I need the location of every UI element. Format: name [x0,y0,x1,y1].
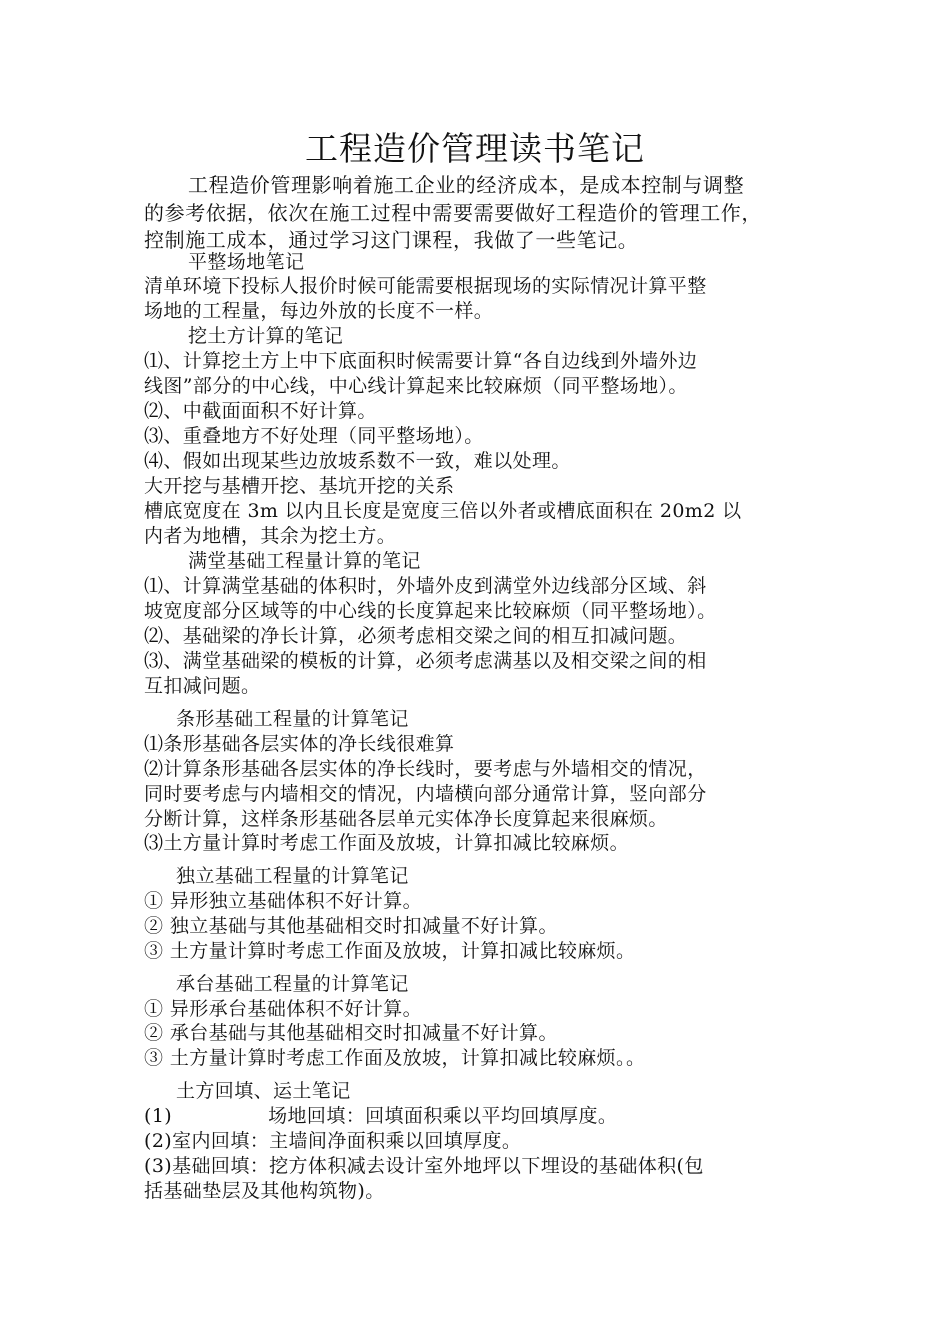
paragraph-line: (2)室内回填：主墙间净面积乘以回填厚度。 [144,1130,522,1152]
paragraph-line: 大开挖与基槽开挖、基坑开挖的关系 [144,475,455,497]
paragraph-line: ⑶、重叠地方不好处理（同平整场地）。 [144,425,484,447]
paragraph-line: ③ 土方量计算时考虑工作面及放坡，计算扣减比较麻烦。。 [144,1047,646,1069]
section-heading-raft: 满堂基础工程量计算的笔记 [188,550,421,572]
paragraph-line: 括基础垫层及其他构筑物)。 [144,1180,385,1202]
section-heading-excavation: 挖土方计算的笔记 [188,325,344,347]
intro-line: 控制施工成本，通过学习这门课程，我做了一些笔记。 [144,228,639,252]
section-heading-cap: 承台基础工程量的计算笔记 [176,973,409,995]
section-heading-site: 平整场地笔记 [188,251,305,273]
paragraph-line: ⑵、基础梁的净长计算，必须考虑相交梁之间的相互扣减问题。 [144,625,688,647]
section-heading-backfill: 土方回填、运土笔记 [176,1080,351,1102]
paragraph-line: ⑵、中截面面积不好计算。 [144,400,377,422]
paragraph-line: ① 异形独立基础体积不好计算。 [144,890,423,912]
paragraph-line: 互扣减问题。 [144,675,261,697]
document-title: 工程造价管理读书笔记 [305,129,645,168]
paragraph-line: 同时要考虑与内墙相交的情况，内墙横向部分通常计算，竖向部分 [144,783,707,805]
paragraph-line: ③ 土方量计算时考虑工作面及放坡，计算扣减比较麻烦。 [144,940,636,962]
paragraph-line: 场地的工程量，每边外放的长度不一样。 [144,300,494,322]
paragraph-line: ② 独立基础与其他基础相交时扣减量不好计算。 [144,915,558,937]
paragraph-line: 清单环境下投标人报价时候可能需要根据现场的实际情况计算平整 [144,275,707,297]
intro-line: 工程造价管理影响着施工企业的经济成本，是成本控制与调整 [188,173,745,197]
paragraph-line: (3)基础回填：挖方体积减去设计室外地坪以下埋设的基础体积(包 [144,1155,704,1177]
section-heading-strip: 条形基础工程量的计算笔记 [176,708,409,730]
paragraph-line: 内者为地槽，其余为挖土方。 [144,525,397,547]
paragraph-line: ⑴条形基础各层实体的净长线很难算 [144,733,455,755]
list-text: 场地回填：回填面积乘以平均回填厚度。 [268,1105,618,1127]
list-number: (1) [144,1105,173,1127]
paragraph-line: ⑴、计算挖土方上中下底面积时候需要计算“各自边线到外墙外边 [144,350,698,372]
paragraph-line: 线图”部分的中心线，中心线计算起来比较麻烦（同平整场地）。 [144,375,688,397]
paragraph-line: 坡宽度部分区域等的中心线的长度算起来比较麻烦（同平整场地）。 [144,600,717,622]
paragraph-line: ② 承台基础与其他基础相交时扣减量不好计算。 [144,1022,558,1044]
paragraph-line: ⑵计算条形基础各层实体的净长线时，要考虑与外墙相交的情况， [144,758,707,780]
paragraph-line: ① 异形承台基础体积不好计算。 [144,998,423,1020]
paragraph-line: ⑷、假如出现某些边放坡系数不一致，难以处理。 [144,450,571,472]
paragraph-line: 槽底宽度在 3m 以内且长度是宽度三倍以外者或槽底面积在 20m2 以 [144,500,742,522]
section-heading-isolated: 独立基础工程量的计算笔记 [176,865,409,887]
paragraph-line: ⑶土方量计算时考虑工作面及放坡，计算扣减比较麻烦。 [144,832,630,854]
paragraph-line: ⑶、满堂基础梁的模板的计算，必须考虑满基以及相交梁之间的相 [144,650,707,672]
intro-line: 的参考依据，依次在施工过程中需要需要做好工程造价的管理工作， [144,201,762,225]
paragraph-line: ⑴、计算满堂基础的体积时，外墙外皮到满堂外边线部分区域、斜 [144,575,707,597]
paragraph-line: 分断计算，这样条形基础各层单元实体净长度算起来很麻烦。 [144,808,668,830]
paragraph-line [144,1103,617,1129]
